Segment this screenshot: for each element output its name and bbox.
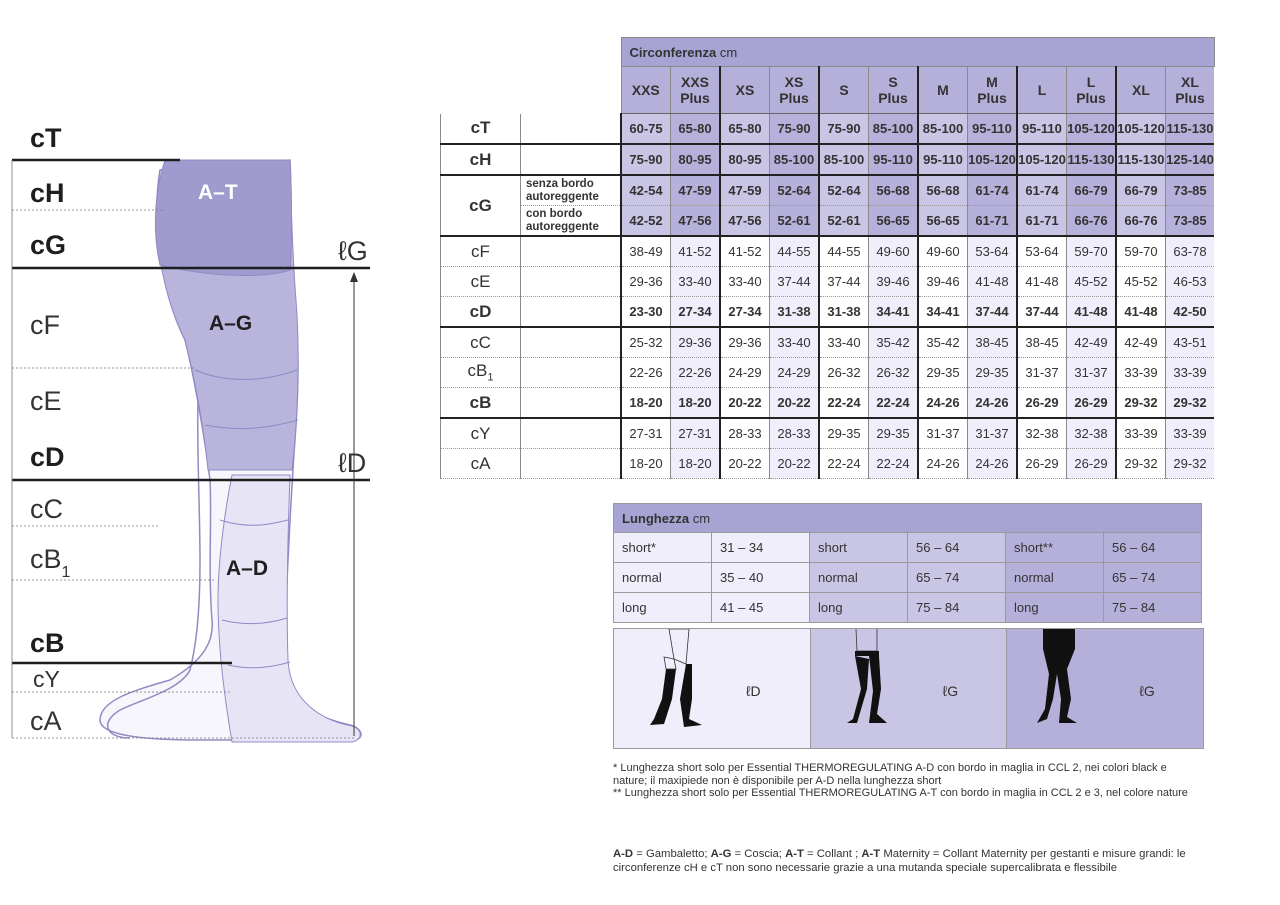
length-cell: long — [614, 593, 712, 623]
circ-value-cell: 32-38 — [1067, 418, 1117, 449]
circ-value-cell: 56-68 — [869, 175, 919, 206]
circ-value-cell: 24-26 — [968, 388, 1018, 419]
size-header-cell: XL — [1116, 67, 1166, 114]
circ-value-cell: 41-52 — [720, 236, 770, 267]
circ-row-label: cF — [441, 236, 521, 267]
circ-value-cell: 52-64 — [819, 175, 869, 206]
circ-value-cell: 38-45 — [1017, 327, 1067, 358]
circ-row — [441, 206, 1215, 237]
circ-row-label: cT — [441, 114, 521, 145]
length-cell: 75 – 84 — [1104, 593, 1202, 623]
circ-row — [441, 144, 1215, 175]
circ-row-label: cE — [441, 267, 521, 297]
circ-value-cell: 26-29 — [1067, 449, 1117, 479]
circ-row — [441, 327, 1215, 358]
zone-ad-label: A–D — [226, 557, 269, 580]
circ-value-cell: 20-22 — [770, 449, 820, 479]
knee-high-legs-icon — [614, 629, 810, 748]
circ-value-cell: 95-110 — [918, 144, 968, 175]
size-header-row — [441, 67, 1215, 114]
level-cb1-label: $cB_1$ — [30, 544, 71, 581]
illustration-label-d: ℓD — [746, 683, 761, 699]
circ-value-cell: 31-37 — [1017, 358, 1067, 388]
zone-ad-fill — [218, 475, 360, 742]
size-header-cell: XXS Plus — [671, 67, 721, 114]
footnote-short-ad: * Lunghezza short solo per Essential THERMOREGULATING A-D con bordo in maglia in CCL 2, nei colori black e nature; il maxipiede non è disponibile per A-D nella lunghezza short — [613, 762, 1167, 787]
circ-value-cell: 18-20 — [671, 449, 721, 479]
level-ct-label: cT — [30, 123, 62, 153]
length-row — [614, 593, 1202, 623]
circ-value-cell: 31-37 — [918, 418, 968, 449]
circ-row-sublabel — [521, 144, 622, 175]
circ-value-cell: 31-38 — [770, 297, 820, 328]
circ-value-cell: 42-54 — [621, 175, 671, 206]
illustration-knee-high — [614, 629, 811, 748]
circ-row — [441, 358, 1215, 388]
circ-value-cell: 28-33 — [720, 418, 770, 449]
circ-value-cell: 33-39 — [1166, 418, 1215, 449]
circ-value-cell: 46-53 — [1166, 267, 1215, 297]
circ-value-cell: 75-90 — [621, 144, 671, 175]
circ-value-cell: 33-40 — [770, 327, 820, 358]
circ-value-cell: 59-70 — [1116, 236, 1166, 267]
circ-value-cell: 56-65 — [918, 206, 968, 237]
product-legend: A-D = Gambaletto; A-G = Coscia; A-T = Collant ; A-T Maternity = Collant Maternity per gestanti e misure grandi: le circonferenze cH e cT non sono necessarie grazie a una mutanda speciale supercalibrata e flessibile — [613, 848, 1186, 874]
circ-value-cell: 95-110 — [968, 114, 1018, 145]
circ-value-cell: 95-110 — [1017, 114, 1067, 145]
length-cell: 56 – 64 — [908, 533, 1006, 563]
circ-row-label: cD — [441, 297, 521, 328]
length-title: Lunghezza cm — [614, 504, 1202, 533]
size-header-cell: L — [1017, 67, 1067, 114]
circ-value-cell: 85-100 — [770, 144, 820, 175]
circ-value-cell: 44-55 — [770, 236, 820, 267]
circ-value-cell: 24-26 — [918, 388, 968, 419]
length-cell: 56 – 64 — [1104, 533, 1202, 563]
circ-value-cell: 73-85 — [1166, 175, 1215, 206]
circ-row-label: cB — [441, 388, 521, 419]
circ-value-cell: 18-20 — [621, 388, 671, 419]
circ-value-cell: 22-24 — [819, 449, 869, 479]
circ-value-cell: 105-120 — [1067, 114, 1117, 145]
circ-value-cell: 29-35 — [869, 418, 919, 449]
circ-value-cell: 75-90 — [819, 114, 869, 145]
circ-value-cell: 22-24 — [869, 449, 919, 479]
length-title-row — [614, 504, 1202, 533]
circ-value-cell: 61-71 — [1017, 206, 1067, 237]
circ-value-cell: 47-59 — [720, 175, 770, 206]
footnote-short-at: ** Lunghezza short solo per Essential THERMOREGULATING A-T con bordo in maglia in CCL 2 e 3, nel colore nature — [613, 787, 1188, 799]
circ-value-cell: 27-34 — [671, 297, 721, 328]
zone-ag-label: A–G — [209, 312, 253, 335]
level-cc-label: cC — [30, 494, 63, 524]
circ-value-cell: 22-26 — [621, 358, 671, 388]
circ-value-cell: 20-22 — [720, 388, 770, 419]
circ-value-cell: 47-56 — [671, 206, 721, 237]
circ-value-cell: 31-37 — [968, 418, 1018, 449]
circ-value-cell: 33-40 — [819, 327, 869, 358]
circ-value-cell: 41-52 — [671, 236, 721, 267]
thigh-high-legs-icon — [811, 629, 1007, 748]
circ-value-cell: 95-110 — [869, 144, 919, 175]
length-cell: normal — [1006, 563, 1104, 593]
length-row — [614, 563, 1202, 593]
length-cell: 31 – 34 — [712, 533, 810, 563]
circ-value-cell: 63-78 — [1166, 236, 1215, 267]
size-header-cell: S Plus — [869, 67, 919, 114]
circ-row-label: cY — [441, 418, 521, 449]
length-cell: short — [810, 533, 908, 563]
circ-value-cell: 49-60 — [869, 236, 919, 267]
circ-value-cell: 24-26 — [918, 449, 968, 479]
circ-row-sublabel: con bordo autoreggente — [521, 206, 622, 237]
circ-value-cell: 61-71 — [968, 206, 1018, 237]
circ-value-cell: 49-60 — [918, 236, 968, 267]
circ-value-cell: 85-100 — [819, 144, 869, 175]
tights-legs-icon — [1007, 629, 1203, 748]
circ-value-cell: 31-38 — [819, 297, 869, 328]
circ-row — [441, 267, 1215, 297]
illustration-tights — [1007, 629, 1203, 748]
circ-row — [441, 449, 1215, 479]
zone-at-label: A–T — [198, 181, 238, 204]
circ-value-cell: 52-64 — [770, 175, 820, 206]
circ-value-cell: 20-22 — [770, 388, 820, 419]
circ-value-cell: 22-26 — [671, 358, 721, 388]
circ-value-cell: 35-42 — [869, 327, 919, 358]
level-cy-label: cY — [33, 666, 60, 692]
circ-value-cell: 61-74 — [968, 175, 1018, 206]
circ-value-cell: 26-29 — [1017, 388, 1067, 419]
length-row — [614, 533, 1202, 563]
circ-value-cell: 35-42 — [918, 327, 968, 358]
size-header-cell: XXS — [621, 67, 671, 114]
level-cb-label: cB — [30, 628, 65, 658]
circ-value-cell: 18-20 — [671, 388, 721, 419]
circ-value-cell: 33-39 — [1166, 358, 1215, 388]
size-header-cell: L Plus — [1067, 67, 1117, 114]
circ-value-cell: 33-39 — [1116, 418, 1166, 449]
circ-value-cell: 39-46 — [869, 267, 919, 297]
circ-value-cell: 65-80 — [671, 114, 721, 145]
circ-value-cell: 105-120 — [1116, 114, 1166, 145]
circ-value-cell: 22-24 — [869, 388, 919, 419]
circ-value-cell: 33-39 — [1116, 358, 1166, 388]
circ-value-cell: 105-120 — [968, 144, 1018, 175]
circ-value-cell: 73-85 — [1166, 206, 1215, 237]
length-cell: 75 – 84 — [908, 593, 1006, 623]
size-header-cell: XS — [720, 67, 770, 114]
circ-row — [441, 114, 1215, 145]
illustration-label-g2: ℓG — [1139, 683, 1155, 699]
circ-value-cell: 25-32 — [621, 327, 671, 358]
length-cell: 65 – 74 — [1104, 563, 1202, 593]
circ-value-cell: 53-64 — [1017, 236, 1067, 267]
circ-value-cell: 41-48 — [1116, 297, 1166, 328]
circ-value-cell: 42-49 — [1067, 327, 1117, 358]
circ-value-cell: 26-29 — [1017, 449, 1067, 479]
circ-value-cell: 20-22 — [720, 449, 770, 479]
circ-value-cell: 66-79 — [1116, 175, 1166, 206]
circ-value-cell: 56-68 — [918, 175, 968, 206]
circ-title: Circonferenza cm — [621, 38, 1214, 67]
circ-title-row — [441, 38, 1215, 67]
circ-value-cell: 18-20 — [621, 449, 671, 479]
circ-row-sublabel — [521, 297, 622, 328]
circ-row — [441, 388, 1215, 419]
level-cf-label: cF — [30, 310, 60, 340]
circ-row-label: cA — [441, 449, 521, 479]
circ-value-cell: 42-52 — [621, 206, 671, 237]
circ-value-cell: 42-50 — [1166, 297, 1215, 328]
circ-row-sublabel — [521, 358, 622, 388]
circ-value-cell: 38-45 — [968, 327, 1018, 358]
illustration-label-g1: ℓG — [942, 683, 959, 699]
circ-row-sublabel — [521, 114, 622, 145]
length-cell: 35 – 40 — [712, 563, 810, 593]
length-cell: short* — [614, 533, 712, 563]
level-cd-label: cD — [30, 442, 65, 472]
length-cell: normal — [810, 563, 908, 593]
circ-value-cell: 29-32 — [1166, 449, 1215, 479]
circ-row — [441, 175, 1215, 206]
circ-row — [441, 297, 1215, 328]
circ-value-cell: 29-36 — [720, 327, 770, 358]
circ-value-cell: 37-44 — [819, 267, 869, 297]
circ-value-cell: 38-49 — [621, 236, 671, 267]
circ-value-cell: 26-29 — [1067, 388, 1117, 419]
circ-value-cell: 60-75 — [621, 114, 671, 145]
circ-value-cell: 85-100 — [869, 114, 919, 145]
circ-value-cell: 115-130 — [1116, 144, 1166, 175]
circ-row-label: cC — [441, 327, 521, 358]
leg-measurement-diagram — [0, 0, 400, 760]
circ-value-cell: 29-35 — [968, 358, 1018, 388]
circ-value-cell: 22-24 — [819, 388, 869, 419]
circ-value-cell: 65-80 — [720, 114, 770, 145]
circ-value-cell: 27-31 — [621, 418, 671, 449]
circ-value-cell: 56-65 — [869, 206, 919, 237]
circ-value-cell: 115-130 — [1166, 114, 1215, 145]
circ-value-cell: 29-32 — [1166, 388, 1215, 419]
circ-value-cell: 66-76 — [1067, 206, 1117, 237]
level-ce-label: cE — [30, 386, 62, 416]
level-cg-label: cG — [30, 230, 67, 260]
circ-value-cell: 37-44 — [770, 267, 820, 297]
circ-value-cell: 37-44 — [968, 297, 1018, 328]
circ-value-cell: 80-95 — [671, 144, 721, 175]
circ-row-sublabel — [521, 236, 622, 267]
circ-value-cell: 41-48 — [1067, 297, 1117, 328]
circ-row-sublabel — [521, 418, 622, 449]
circ-row-label: cG — [441, 175, 521, 236]
size-header-cell: XS Plus — [770, 67, 820, 114]
circumference-table — [440, 37, 1215, 479]
circ-value-cell: 29-32 — [1116, 388, 1166, 419]
circ-value-cell: 47-59 — [671, 175, 721, 206]
circ-value-cell: 29-36 — [621, 267, 671, 297]
circ-value-cell: 29-35 — [819, 418, 869, 449]
length-d-label: ℓD — [338, 448, 367, 478]
circ-value-cell: 66-79 — [1067, 175, 1117, 206]
circ-value-cell: 31-37 — [1067, 358, 1117, 388]
circ-value-cell: 53-64 — [968, 236, 1018, 267]
circ-value-cell: 27-34 — [720, 297, 770, 328]
length-cell: normal — [614, 563, 712, 593]
size-header-cell: XL Plus — [1166, 67, 1215, 114]
circ-value-cell: 85-100 — [918, 114, 968, 145]
circ-value-cell: 32-38 — [1017, 418, 1067, 449]
illustration-thigh-high — [811, 629, 1008, 748]
circ-row-sublabel — [521, 267, 622, 297]
circ-value-cell: 105-120 — [1017, 144, 1067, 175]
circ-value-cell: 37-44 — [1017, 297, 1067, 328]
circ-value-cell: 26-32 — [819, 358, 869, 388]
circ-value-cell: 27-31 — [671, 418, 721, 449]
circ-value-cell: 33-40 — [671, 267, 721, 297]
circ-value-cell: 125-140 — [1166, 144, 1215, 175]
length-cell: 65 – 74 — [908, 563, 1006, 593]
circ-value-cell: 59-70 — [1067, 236, 1117, 267]
circ-row-sublabel — [521, 388, 622, 419]
level-ca-label: cA — [30, 706, 62, 736]
circ-value-cell: 24-29 — [770, 358, 820, 388]
circ-value-cell: 41-48 — [968, 267, 1018, 297]
size-header-cell: M — [918, 67, 968, 114]
circ-row-sublabel — [521, 449, 622, 479]
circ-value-cell: 34-41 — [918, 297, 968, 328]
circ-row-sublabel: senza bordo autoreggente — [521, 175, 622, 206]
circ-value-cell: 61-74 — [1017, 175, 1067, 206]
zone-at-fill — [155, 160, 291, 275]
circ-row — [441, 236, 1215, 267]
size-header-cell: S — [819, 67, 869, 114]
circ-value-cell: 44-55 — [819, 236, 869, 267]
length-table — [613, 503, 1202, 623]
circ-value-cell: 45-52 — [1067, 267, 1117, 297]
circ-row-label: $cB_1$ — [441, 358, 521, 388]
length-cell: 41 – 45 — [712, 593, 810, 623]
circ-value-cell: 66-76 — [1116, 206, 1166, 237]
circ-value-cell: 115-130 — [1067, 144, 1117, 175]
circ-value-cell: 29-36 — [671, 327, 721, 358]
length-cell: long — [1006, 593, 1104, 623]
circ-value-cell: 28-33 — [770, 418, 820, 449]
circ-row-label: cH — [441, 144, 521, 175]
length-illustrations — [613, 628, 1204, 749]
circ-value-cell: 34-41 — [869, 297, 919, 328]
circ-value-cell: 43-51 — [1166, 327, 1215, 358]
circ-value-cell: 29-35 — [918, 358, 968, 388]
length-g-label: ℓG — [338, 236, 368, 266]
circ-row — [441, 418, 1215, 449]
circ-value-cell: 23-30 — [621, 297, 671, 328]
circ-value-cell: 24-29 — [720, 358, 770, 388]
level-ch-label: cH — [30, 178, 65, 208]
circ-value-cell: 42-49 — [1116, 327, 1166, 358]
circ-value-cell: 45-52 — [1116, 267, 1166, 297]
circ-value-cell: 41-48 — [1017, 267, 1067, 297]
circ-value-cell: 75-90 — [770, 114, 820, 145]
circ-value-cell: 26-32 — [869, 358, 919, 388]
circ-value-cell: 52-61 — [770, 206, 820, 237]
length-cell: long — [810, 593, 908, 623]
circ-value-cell: 80-95 — [720, 144, 770, 175]
circ-value-cell: 47-56 — [720, 206, 770, 237]
circ-value-cell: 39-46 — [918, 267, 968, 297]
size-header-cell: M Plus — [968, 67, 1018, 114]
circ-value-cell: 33-40 — [720, 267, 770, 297]
circ-row-sublabel — [521, 327, 622, 358]
circ-value-cell: 52-61 — [819, 206, 869, 237]
circ-value-cell: 29-32 — [1116, 449, 1166, 479]
length-cell: short** — [1006, 533, 1104, 563]
circ-value-cell: 24-26 — [968, 449, 1018, 479]
